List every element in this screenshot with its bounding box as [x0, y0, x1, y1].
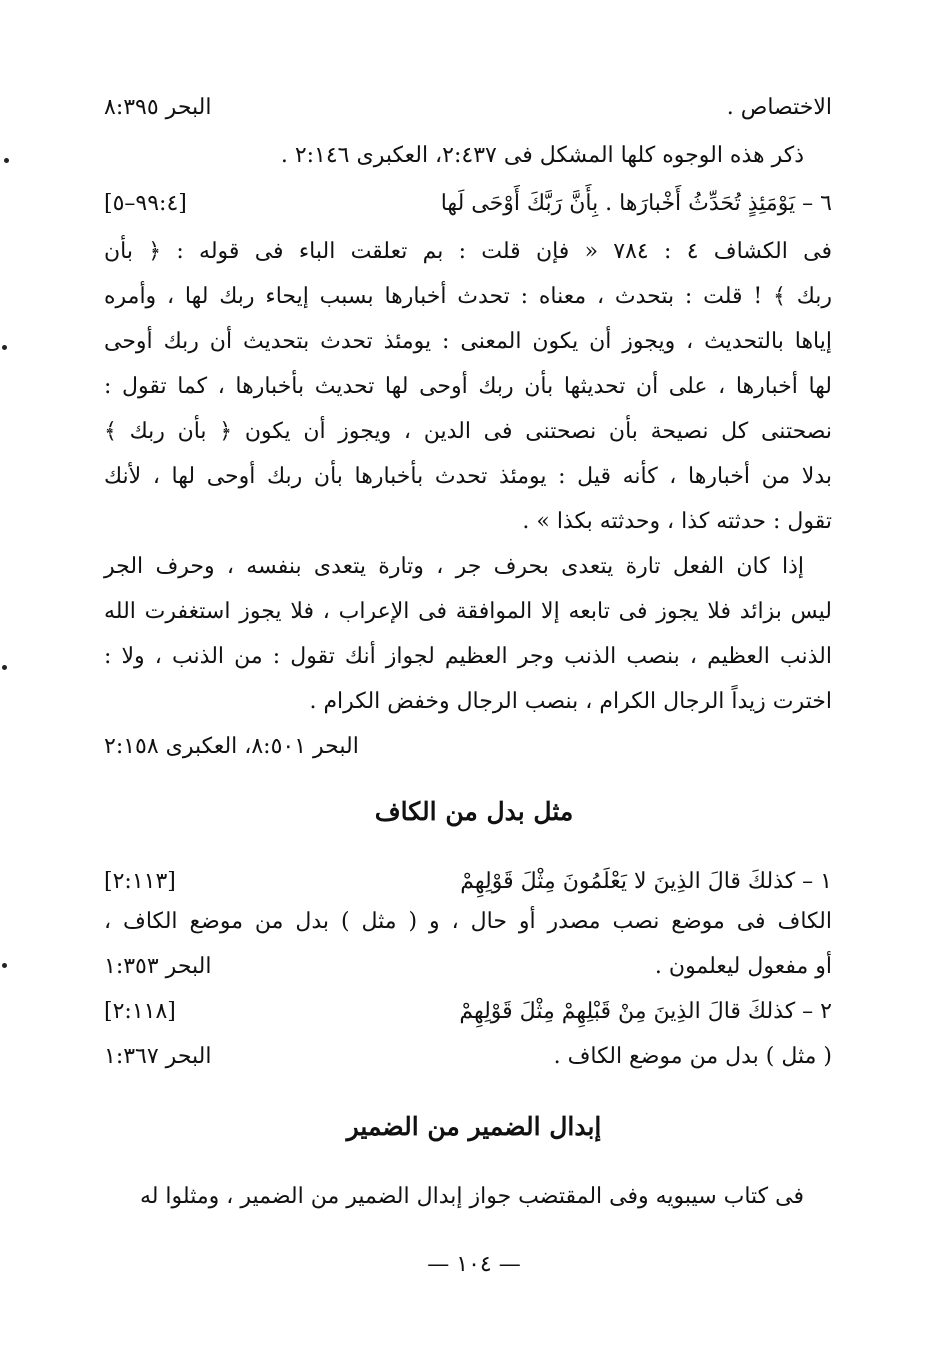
verse-reference: [٩٩:٤–٥]: [104, 191, 187, 216]
source-reference: البحر ١:٣٦٧: [104, 1044, 212, 1069]
text-line: فى الكشاف ٤ : ٧٨٤ « فإن قلت : بم تعلقت الباء فى قوله : ﴿ بأن: [104, 239, 832, 264]
text-line: اخترت زيداً الرجال الكرام ، بنصب الرجال وخفض الكرام .: [309, 689, 832, 714]
text-line: لها أخبارها ، على أن تحديثها بأن ربك أوحى لها تحديث بأخبارها ، كما تقول :: [104, 374, 832, 399]
text-line: الذنب العظيم ، بنصب الذنب وجر العظيم لجواز أنك تقول : من الذنب ، ولا :: [104, 644, 832, 669]
quran-verse-line: ٢ – كذلكَ قالَ الذِينَ مِنْ قَبْلِهِمْ مِثْلَ قَوْلِهِمْ: [459, 999, 832, 1024]
section-title: إبدال الضمير من الضمير: [346, 1112, 602, 1141]
quran-verse-line: ١ – كذلكَ قالَ الذِينَ لا يَعْلَمُونَ مِثْلَ قَوْلِهِمْ: [460, 869, 832, 894]
text-line: إذا كان الفعل تارة يتعدى بحرف جر ، وتارة يتعدى بنفسه ، وحرف الجر: [104, 554, 804, 579]
text-line: بدلا من أخبارها ، كأنه قيل : يومئذ تحدث بأخبارها بأن ربك أوحى لها ، لأنك: [104, 464, 832, 489]
quran-verse-line: ٦ – يَوْمَئِذٍ تُحَدِّثُ أَخْبارَها . بِأَنَّ رَبَّكَ أَوْحَى لَها: [440, 191, 832, 216]
text-line: إياها بالتحديث ، ويجوز أن يكون المعنى : يومئذ تحدث بتحديث أن ربك أوحى: [104, 329, 832, 354]
page-number: — ١٠٤ —: [427, 1252, 521, 1277]
text-line: ( مثل ) بدل من موضع الكاف .: [553, 1044, 832, 1069]
source-reference: البحر ١:٣٥٣: [104, 954, 212, 979]
verse-reference: [٢:١١٨]: [104, 999, 176, 1024]
verse-reference: [٢:١١٣]: [104, 869, 176, 894]
scan-mark: [2, 345, 7, 350]
text-line: نصحتنى كل نصيحة بأن نصحتنى فى الدين ، ويجوز أن يكون ﴿ بأن ربك ﴾: [104, 419, 832, 444]
text-line: تقول : حدثته كذا ، وحدثته بكذا » .: [522, 509, 832, 534]
text-line: ربك ﴾ ! قلت : بتحدث ، معناه : تحدث أخبارها بسبب إيحاء ربك لها ، وأمره: [104, 284, 832, 309]
text-line: ذكر هذه الوجوه كلها المشكل فى ٢:٤٣٧، العكبرى ٢:١٤٦ .: [280, 143, 804, 168]
header-source-ref: البحر ٨:٣٩٥: [104, 95, 212, 120]
scan-mark: [2, 963, 7, 968]
text-line: ليس بزائد فلا يجوز فى تابعه إلا الموافقة فى الإعراب ، فلا يجوز استغفرت الله: [104, 599, 832, 624]
text-line: فى كتاب سيبويه وفى المقتضب جواز إبدال الضمير من الضمير ، ومثلوا له: [139, 1184, 804, 1209]
section-title: مثل بدل من الكاف: [374, 797, 574, 826]
source-reference: البحر ٨:٥٠١، العكبرى ٢:١٥٨: [104, 734, 359, 759]
header-right-text: الاختصاص .: [726, 95, 832, 120]
scan-mark: [2, 665, 7, 670]
text-line: أو مفعول ليعلمون .: [654, 954, 832, 979]
text-line: الكاف فى موضع نصب مصدر أو حال ، و ( مثل ) بدل من موضع الكاف ،: [104, 909, 832, 934]
scan-mark: [4, 158, 9, 163]
